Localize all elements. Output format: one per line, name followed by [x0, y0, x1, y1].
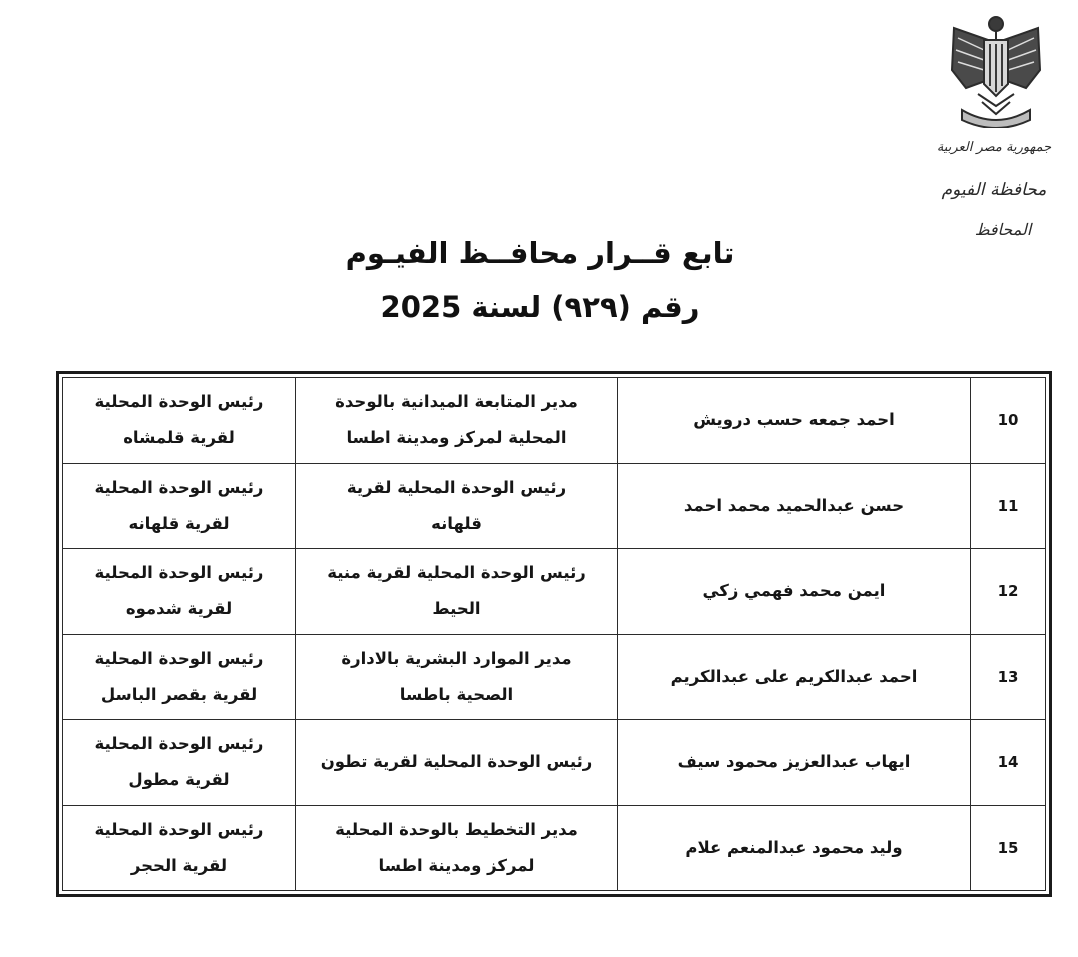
- current-position-text: الصحية باطسا: [399, 684, 514, 704]
- row-number-text: 14: [997, 753, 1019, 772]
- new-position-text: لقرية الحجر: [130, 855, 228, 875]
- new-position-cell: [63, 549, 296, 635]
- new-position-text: رئيس الوحدة المحلية: [94, 563, 264, 583]
- new-position-cell: [63, 805, 296, 891]
- current-position-text: رئيس الوحدة المحلية لقرية منية: [327, 563, 586, 583]
- current-position-text: الحيط: [432, 599, 481, 619]
- new-position-text: لقرية قلمشاه: [123, 428, 235, 448]
- row-number-text: 13: [997, 667, 1019, 686]
- row-number-text: 15: [997, 838, 1019, 857]
- current-position-cell: [296, 634, 618, 720]
- emblem-office-text: المحافظ: [974, 220, 1032, 239]
- employee-name-text: حسن عبدالحميد محمد احمد: [683, 495, 905, 515]
- current-position-cell: [296, 463, 618, 549]
- new-position-text: لقرية قلهانه: [128, 513, 230, 533]
- employee-name-cell: [618, 378, 971, 464]
- new-position-cell: [63, 720, 296, 806]
- employee-name-cell: [618, 463, 971, 549]
- current-position-text: قلهانه: [431, 513, 482, 533]
- table-row: [63, 549, 1046, 635]
- current-position-text: المحلية لمركز ومدينة اطسا: [346, 428, 567, 448]
- new-position-text: رئيس الوحدة المحلية: [94, 648, 264, 668]
- current-position-text: مدير المتابعة الميدانية بالوحدة: [335, 392, 578, 412]
- table-row: [63, 463, 1046, 549]
- table-row: [63, 805, 1046, 891]
- row-number-text: 11: [997, 496, 1019, 515]
- new-position-text: لقرية شدموه: [125, 599, 233, 619]
- emblem-country-text: جمهورية مصر العربية: [936, 140, 1052, 155]
- document-title: تابع قــرار محافــظ الفيـوم: [345, 236, 735, 270]
- employee-name-text: احمد جمعه حسب درويش: [693, 410, 895, 430]
- current-position-text: رئيس الوحدة المحلية لقرية: [346, 477, 567, 497]
- current-position-cell: [296, 549, 618, 635]
- employee-name-cell: [618, 634, 971, 720]
- emblem-governorate-text: محافظة الفيوم: [941, 180, 1047, 200]
- current-position-text: مدير الموارد البشرية بالادارة: [341, 648, 572, 668]
- row-number-cell: [971, 805, 1046, 891]
- employee-name-text: ايمن محمد فهمي زكي: [702, 581, 886, 601]
- employee-name-text: ايهاب عبدالعزيز محمود سيف: [677, 752, 911, 772]
- current-position-cell: [296, 378, 618, 464]
- current-position-cell: [296, 805, 618, 891]
- row-number-text: 10: [997, 411, 1019, 430]
- employee-name-text: وليد محمود عبدالمنعم علام: [685, 837, 903, 857]
- table-row: [63, 720, 1046, 806]
- new-position-text: رئيس الوحدة المحلية: [94, 392, 264, 412]
- assignments-table-body: [63, 378, 1046, 891]
- new-position-text: رئيس الوحدة المحلية: [94, 477, 264, 497]
- row-number-cell: [971, 720, 1046, 806]
- assignments-table: [62, 377, 1046, 891]
- eagle-of-saladin-icon: [948, 10, 1044, 128]
- row-number-text: 12: [997, 582, 1019, 601]
- current-position-cell: [296, 720, 618, 806]
- new-position-cell: [63, 378, 296, 464]
- row-number-cell: [971, 463, 1046, 549]
- current-position-text: مدير التخطيط بالوحدة المحلية: [335, 819, 578, 839]
- governorate-emblem: [934, 10, 1064, 245]
- table-row: [63, 378, 1046, 464]
- decree-number: رقم (٩٢٩) لسنة 2025: [380, 290, 700, 324]
- new-position-text: رئيس الوحدة المحلية: [94, 734, 264, 754]
- employee-name-cell: [618, 805, 971, 891]
- row-number-cell: [971, 634, 1046, 720]
- row-number-cell: [971, 378, 1046, 464]
- new-position-text: لقرية مطول: [128, 770, 230, 790]
- new-position-text: رئيس الوحدة المحلية: [94, 819, 264, 839]
- current-position-text: لمركز ومدينة اطسا: [378, 855, 535, 875]
- new-position-cell: [63, 634, 296, 720]
- assignments-table-frame: [56, 371, 1052, 897]
- new-position-cell: [63, 463, 296, 549]
- employee-name-cell: [618, 549, 971, 635]
- new-position-text: لقرية بقصر الباسل: [100, 684, 258, 704]
- table-row: [63, 634, 1046, 720]
- row-number-cell: [971, 549, 1046, 635]
- employee-name-text: احمد عبدالكريم على عبدالكريم: [670, 666, 918, 686]
- employee-name-cell: [618, 720, 971, 806]
- current-position-text: رئيس الوحدة المحلية لقرية تطون: [320, 752, 593, 772]
